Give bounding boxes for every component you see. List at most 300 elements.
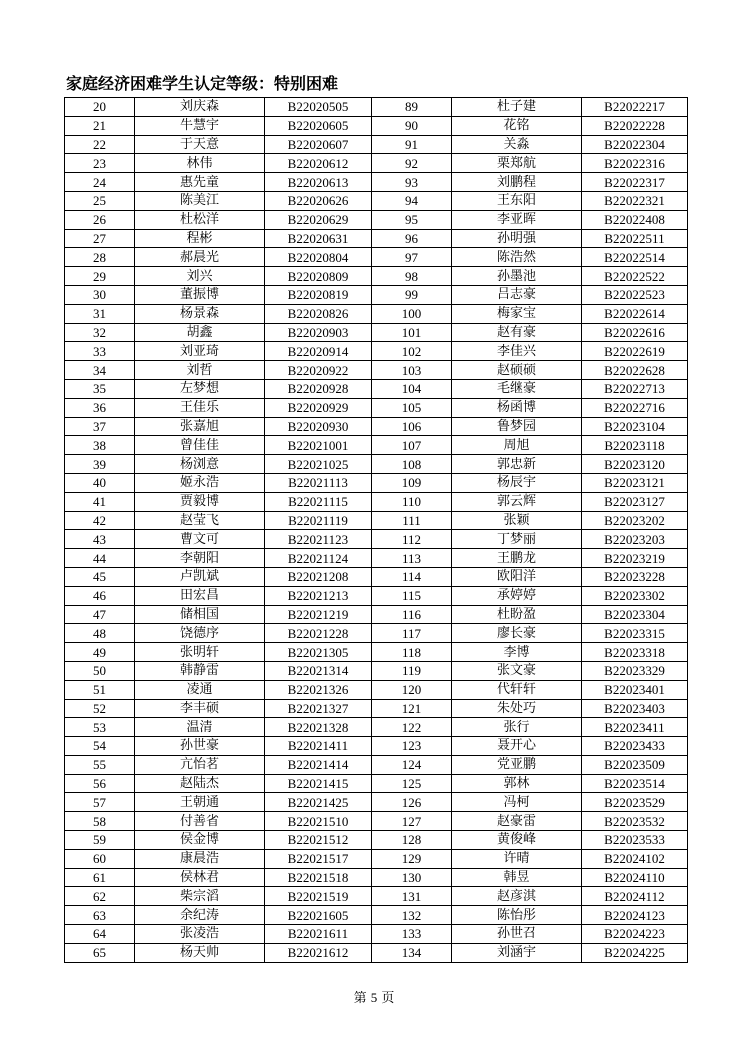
student-id-right-cell: B22023302 (582, 586, 688, 605)
student-id-left-cell: B22021314 (265, 661, 372, 680)
table-row (65, 586, 688, 605)
name-right-cell: 杨函博 (452, 398, 582, 417)
name-left-cell: 杨天帅 (135, 943, 265, 962)
student-id-right-cell: B22022408 (582, 210, 688, 229)
student-id-right-cell: B22023120 (582, 455, 688, 474)
seq-left-cell: 39 (65, 455, 135, 474)
seq-left-cell: 57 (65, 793, 135, 812)
name-left-cell: 刘兴 (135, 267, 265, 286)
name-right-cell: 赵豪雷 (452, 812, 582, 831)
student-id-left-cell: B22021025 (265, 455, 372, 474)
student-id-right-cell: B22023514 (582, 774, 688, 793)
table-row (65, 191, 688, 210)
name-left-cell: 亢怡茗 (135, 755, 265, 774)
seq-left-cell: 43 (65, 530, 135, 549)
name-left-cell: 侯林君 (135, 868, 265, 887)
seq-right-cell: 91 (372, 135, 452, 154)
name-right-cell: 欧阳洋 (452, 567, 582, 586)
student-id-right-cell: B22024110 (582, 868, 688, 887)
student-id-right-cell: B22022619 (582, 342, 688, 361)
student-id-right-cell: B22022317 (582, 173, 688, 192)
student-id-left-cell: B22021512 (265, 831, 372, 850)
seq-right-cell: 110 (372, 492, 452, 511)
name-right-cell: 赵彦淇 (452, 887, 582, 906)
name-right-cell: 关淼 (452, 135, 582, 154)
student-id-right-cell: B22023315 (582, 624, 688, 643)
seq-left-cell: 47 (65, 605, 135, 624)
name-left-cell: 柴宗滔 (135, 887, 265, 906)
student-id-right-cell: B22022321 (582, 191, 688, 210)
student-id-left-cell: B22020612 (265, 154, 372, 173)
name-left-cell: 李丰硕 (135, 699, 265, 718)
seq-right-cell: 96 (372, 229, 452, 248)
name-left-cell: 付善省 (135, 812, 265, 831)
seq-left-cell: 45 (65, 567, 135, 586)
seq-left-cell: 21 (65, 116, 135, 135)
student-id-right-cell: B22023433 (582, 737, 688, 756)
name-right-cell: 赵有豪 (452, 323, 582, 342)
student-id-left-cell: B22021115 (265, 492, 372, 511)
student-id-right-cell: B22023318 (582, 643, 688, 662)
table-row (65, 511, 688, 530)
student-id-right-cell: B22022616 (582, 323, 688, 342)
student-id-right-cell: B22023401 (582, 680, 688, 699)
table-row (65, 473, 688, 492)
student-id-right-cell: B22022514 (582, 248, 688, 267)
student-id-left-cell: B22021519 (265, 887, 372, 906)
seq-left-cell: 25 (65, 191, 135, 210)
student-id-left-cell: B22020928 (265, 379, 372, 398)
seq-right-cell: 118 (372, 643, 452, 662)
name-left-cell: 姬永浩 (135, 473, 265, 492)
seq-left-cell: 22 (65, 135, 135, 154)
student-id-right-cell: B22023411 (582, 718, 688, 737)
student-id-right-cell: B22023104 (582, 417, 688, 436)
name-left-cell: 林伟 (135, 154, 265, 173)
name-left-cell: 陈美江 (135, 191, 265, 210)
seq-right-cell: 100 (372, 304, 452, 323)
name-left-cell: 惠先童 (135, 173, 265, 192)
seq-right-cell: 106 (372, 417, 452, 436)
seq-right-cell: 124 (372, 755, 452, 774)
name-left-cell: 贾毅博 (135, 492, 265, 511)
name-left-cell: 曾佳佳 (135, 436, 265, 455)
seq-right-cell: 133 (372, 925, 452, 944)
seq-right-cell: 123 (372, 737, 452, 756)
table-row (65, 98, 688, 117)
student-id-right-cell: B22022716 (582, 398, 688, 417)
name-right-cell: 冯柯 (452, 793, 582, 812)
seq-left-cell: 58 (65, 812, 135, 831)
page-title: 家庭经济困难学生认定等级：特别困难 (66, 74, 339, 93)
student-id-right-cell: B22023529 (582, 793, 688, 812)
student-id-right-cell: B22022511 (582, 229, 688, 248)
name-left-cell: 康晨浩 (135, 849, 265, 868)
seq-left-cell: 27 (65, 229, 135, 248)
name-left-cell: 张明轩 (135, 643, 265, 662)
student-id-right-cell: B22023118 (582, 436, 688, 455)
table-row (65, 887, 688, 906)
seq-left-cell: 26 (65, 210, 135, 229)
seq-right-cell: 93 (372, 173, 452, 192)
page-number: 5 (370, 990, 378, 1005)
name-left-cell: 杨浏意 (135, 455, 265, 474)
student-id-right-cell: B22022316 (582, 154, 688, 173)
name-left-cell: 刘亚琦 (135, 342, 265, 361)
seq-left-cell: 34 (65, 361, 135, 380)
seq-left-cell: 52 (65, 699, 135, 718)
name-left-cell: 张嘉旭 (135, 417, 265, 436)
name-left-cell: 温清 (135, 718, 265, 737)
name-right-cell: 张颖 (452, 511, 582, 530)
name-left-cell: 胡鑫 (135, 323, 265, 342)
student-table (64, 97, 688, 963)
seq-right-cell: 126 (372, 793, 452, 812)
seq-right-cell: 103 (372, 361, 452, 380)
student-id-left-cell: B22021208 (265, 567, 372, 586)
student-id-left-cell: B22021305 (265, 643, 372, 662)
student-id-right-cell: B22024112 (582, 887, 688, 906)
student-id-left-cell: B22020804 (265, 248, 372, 267)
name-right-cell: 郭云辉 (452, 492, 582, 511)
table-row (65, 398, 688, 417)
seq-left-cell: 33 (65, 342, 135, 361)
name-left-cell: 董振博 (135, 285, 265, 304)
seq-right-cell: 97 (372, 248, 452, 267)
table-row (65, 455, 688, 474)
name-left-cell: 韩静雷 (135, 661, 265, 680)
seq-right-cell: 111 (372, 511, 452, 530)
student-id-left-cell: B22020613 (265, 173, 372, 192)
name-left-cell: 孙世豪 (135, 737, 265, 756)
student-id-right-cell: B22023127 (582, 492, 688, 511)
seq-right-cell: 94 (372, 191, 452, 210)
seq-left-cell: 46 (65, 586, 135, 605)
table-row (65, 868, 688, 887)
name-right-cell: 刘鹏程 (452, 173, 582, 192)
name-right-cell: 聂开心 (452, 737, 582, 756)
table-row (65, 624, 688, 643)
seq-left-cell: 37 (65, 417, 135, 436)
seq-left-cell: 55 (65, 755, 135, 774)
seq-right-cell: 101 (372, 323, 452, 342)
table-row (65, 323, 688, 342)
student-id-left-cell: B22020631 (265, 229, 372, 248)
table-row (65, 116, 688, 135)
student-id-right-cell: B22024123 (582, 906, 688, 925)
table-row (65, 549, 688, 568)
seq-left-cell: 29 (65, 267, 135, 286)
table-row (65, 173, 688, 192)
name-right-cell: 鲁梦园 (452, 417, 582, 436)
seq-right-cell: 121 (372, 699, 452, 718)
seq-left-cell: 48 (65, 624, 135, 643)
table-row (65, 342, 688, 361)
student-id-left-cell: B22021425 (265, 793, 372, 812)
name-right-cell: 张文豪 (452, 661, 582, 680)
name-left-cell: 凌通 (135, 680, 265, 699)
seq-right-cell: 92 (372, 154, 452, 173)
seq-left-cell: 42 (65, 511, 135, 530)
name-right-cell: 承婷婷 (452, 586, 582, 605)
name-left-cell: 郝晨光 (135, 248, 265, 267)
name-right-cell: 黄俊峰 (452, 831, 582, 850)
name-left-cell: 王朝通 (135, 793, 265, 812)
seq-right-cell: 131 (372, 887, 452, 906)
table-row (65, 925, 688, 944)
table-row (65, 154, 688, 173)
seq-left-cell: 56 (65, 774, 135, 793)
name-right-cell: 许晴 (452, 849, 582, 868)
table-row (65, 210, 688, 229)
name-left-cell: 余纪涛 (135, 906, 265, 925)
student-id-left-cell: B22021328 (265, 718, 372, 737)
seq-left-cell: 32 (65, 323, 135, 342)
name-right-cell: 李佳兴 (452, 342, 582, 361)
table-row (65, 605, 688, 624)
student-id-left-cell: B22020626 (265, 191, 372, 210)
name-left-cell: 赵莹飞 (135, 511, 265, 530)
student-id-left-cell: B22020914 (265, 342, 372, 361)
seq-left-cell: 44 (65, 549, 135, 568)
table-row (65, 436, 688, 455)
student-id-left-cell: B22021611 (265, 925, 372, 944)
name-left-cell: 张凌浩 (135, 925, 265, 944)
seq-right-cell: 99 (372, 285, 452, 304)
student-id-right-cell: B22022304 (582, 135, 688, 154)
table-row (65, 361, 688, 380)
name-left-cell: 刘哲 (135, 361, 265, 380)
seq-right-cell: 117 (372, 624, 452, 643)
name-right-cell: 郭林 (452, 774, 582, 793)
seq-left-cell: 51 (65, 680, 135, 699)
name-right-cell: 郭忠新 (452, 455, 582, 474)
seq-left-cell: 35 (65, 379, 135, 398)
seq-right-cell: 129 (372, 849, 452, 868)
name-right-cell: 陈怡彤 (452, 906, 582, 925)
name-left-cell: 李朝阳 (135, 549, 265, 568)
name-left-cell: 刘庆森 (135, 98, 265, 117)
student-id-left-cell: B22021124 (265, 549, 372, 568)
table-row (65, 737, 688, 756)
seq-left-cell: 53 (65, 718, 135, 737)
student-id-left-cell: B22021001 (265, 436, 372, 455)
name-right-cell: 刘涵宇 (452, 943, 582, 962)
page-label-suffix: 页 (381, 991, 395, 1006)
table-row (65, 699, 688, 718)
page-footer (0, 987, 748, 1006)
student-id-left-cell: B22020929 (265, 398, 372, 417)
name-left-cell: 杨景森 (135, 304, 265, 323)
seq-right-cell: 90 (372, 116, 452, 135)
table-row (65, 793, 688, 812)
seq-left-cell: 65 (65, 943, 135, 962)
table-row (65, 267, 688, 286)
table-row (65, 718, 688, 737)
student-id-right-cell: B22024225 (582, 943, 688, 962)
student-id-left-cell: B22021415 (265, 774, 372, 793)
student-id-left-cell: B22020607 (265, 135, 372, 154)
seq-left-cell: 31 (65, 304, 135, 323)
name-right-cell: 梅家宝 (452, 304, 582, 323)
student-id-right-cell: B22022228 (582, 116, 688, 135)
name-right-cell: 花铭 (452, 116, 582, 135)
table-row (65, 229, 688, 248)
name-right-cell: 丁梦丽 (452, 530, 582, 549)
seq-left-cell: 38 (65, 436, 135, 455)
student-id-left-cell: B22021219 (265, 605, 372, 624)
name-right-cell: 周旭 (452, 436, 582, 455)
seq-right-cell: 132 (372, 906, 452, 925)
table-row (65, 812, 688, 831)
seq-right-cell: 104 (372, 379, 452, 398)
name-right-cell: 王东阳 (452, 191, 582, 210)
name-right-cell: 陈浩然 (452, 248, 582, 267)
student-id-right-cell: B22024102 (582, 849, 688, 868)
seq-right-cell: 128 (372, 831, 452, 850)
seq-left-cell: 62 (65, 887, 135, 906)
student-id-right-cell: B22023329 (582, 661, 688, 680)
name-right-cell: 朱处巧 (452, 699, 582, 718)
table-row (65, 831, 688, 850)
seq-left-cell: 30 (65, 285, 135, 304)
seq-right-cell: 134 (372, 943, 452, 962)
seq-right-cell: 107 (372, 436, 452, 455)
student-id-right-cell: B22022614 (582, 304, 688, 323)
student-id-left-cell: B22020605 (265, 116, 372, 135)
student-id-left-cell: B22020505 (265, 98, 372, 117)
table-row (65, 906, 688, 925)
student-id-left-cell: B22021517 (265, 849, 372, 868)
table-row (65, 849, 688, 868)
student-id-right-cell: B22024223 (582, 925, 688, 944)
name-right-cell: 杨辰宇 (452, 473, 582, 492)
table-row (65, 304, 688, 323)
seq-right-cell: 125 (372, 774, 452, 793)
student-id-left-cell: B22021326 (265, 680, 372, 699)
student-id-left-cell: B22020629 (265, 210, 372, 229)
student-id-right-cell: B22022628 (582, 361, 688, 380)
student-id-right-cell: B22023121 (582, 473, 688, 492)
student-id-left-cell: B22021612 (265, 943, 372, 962)
student-id-left-cell: B22021518 (265, 868, 372, 887)
name-left-cell: 于天意 (135, 135, 265, 154)
student-id-left-cell: B22021119 (265, 511, 372, 530)
seq-left-cell: 61 (65, 868, 135, 887)
name-right-cell: 杜盼盈 (452, 605, 582, 624)
seq-left-cell: 50 (65, 661, 135, 680)
name-right-cell: 毛继豪 (452, 379, 582, 398)
seq-left-cell: 59 (65, 831, 135, 850)
name-right-cell: 党亚鹏 (452, 755, 582, 774)
seq-left-cell: 63 (65, 906, 135, 925)
student-id-left-cell: B22021414 (265, 755, 372, 774)
table-row (65, 680, 688, 699)
name-left-cell: 卢凯斌 (135, 567, 265, 586)
seq-right-cell: 102 (372, 342, 452, 361)
table-row (65, 661, 688, 680)
table-row (65, 567, 688, 586)
seq-left-cell: 40 (65, 473, 135, 492)
seq-right-cell: 130 (372, 868, 452, 887)
seq-left-cell: 41 (65, 492, 135, 511)
name-left-cell: 王佳乐 (135, 398, 265, 417)
name-left-cell: 侯金博 (135, 831, 265, 850)
student-id-right-cell: B22023304 (582, 605, 688, 624)
student-id-right-cell: B22022713 (582, 379, 688, 398)
seq-right-cell: 122 (372, 718, 452, 737)
table-row (65, 135, 688, 154)
student-id-left-cell: B22020819 (265, 285, 372, 304)
name-right-cell: 张行 (452, 718, 582, 737)
student-id-left-cell: B22021123 (265, 530, 372, 549)
seq-right-cell: 109 (372, 473, 452, 492)
seq-left-cell: 60 (65, 849, 135, 868)
student-id-right-cell: B22022522 (582, 267, 688, 286)
name-left-cell: 储相国 (135, 605, 265, 624)
name-right-cell: 孙明强 (452, 229, 582, 248)
table-row (65, 643, 688, 662)
name-left-cell: 左梦想 (135, 379, 265, 398)
student-id-left-cell: B22021605 (265, 906, 372, 925)
table-row (65, 417, 688, 436)
name-right-cell: 李亚晖 (452, 210, 582, 229)
student-id-left-cell: B22020809 (265, 267, 372, 286)
table-row (65, 943, 688, 962)
name-right-cell: 孙墨池 (452, 267, 582, 286)
student-id-right-cell: B22023532 (582, 812, 688, 831)
seq-right-cell: 114 (372, 567, 452, 586)
student-id-right-cell: B22023202 (582, 511, 688, 530)
table-row (65, 285, 688, 304)
name-right-cell: 韩昱 (452, 868, 582, 887)
seq-right-cell: 113 (372, 549, 452, 568)
name-left-cell: 赵陆杰 (135, 774, 265, 793)
student-id-left-cell: B22021411 (265, 737, 372, 756)
name-right-cell: 李博 (452, 643, 582, 662)
name-right-cell: 廖长豪 (452, 624, 582, 643)
name-left-cell: 饶德序 (135, 624, 265, 643)
student-id-left-cell: B22021113 (265, 473, 372, 492)
seq-left-cell: 20 (65, 98, 135, 117)
seq-right-cell: 89 (372, 98, 452, 117)
table-row (65, 530, 688, 549)
seq-left-cell: 28 (65, 248, 135, 267)
seq-left-cell: 54 (65, 737, 135, 756)
name-left-cell: 曹文可 (135, 530, 265, 549)
seq-left-cell: 24 (65, 173, 135, 192)
seq-right-cell: 119 (372, 661, 452, 680)
student-id-right-cell: B22023509 (582, 755, 688, 774)
student-id-right-cell: B22023203 (582, 530, 688, 549)
page-label-prefix: 第 (353, 991, 367, 1006)
student-id-left-cell: B22021213 (265, 586, 372, 605)
table-row (65, 755, 688, 774)
seq-right-cell: 115 (372, 586, 452, 605)
seq-right-cell: 98 (372, 267, 452, 286)
student-id-right-cell: B22022523 (582, 285, 688, 304)
student-id-left-cell: B22021228 (265, 624, 372, 643)
student-id-right-cell: B22023533 (582, 831, 688, 850)
student-id-left-cell: B22020826 (265, 304, 372, 323)
seq-left-cell: 23 (65, 154, 135, 173)
seq-right-cell: 95 (372, 210, 452, 229)
seq-right-cell: 116 (372, 605, 452, 624)
student-id-left-cell: B22020922 (265, 361, 372, 380)
name-right-cell: 杜子建 (452, 98, 582, 117)
name-right-cell: 王鹏龙 (452, 549, 582, 568)
name-left-cell: 牛慧宇 (135, 116, 265, 135)
